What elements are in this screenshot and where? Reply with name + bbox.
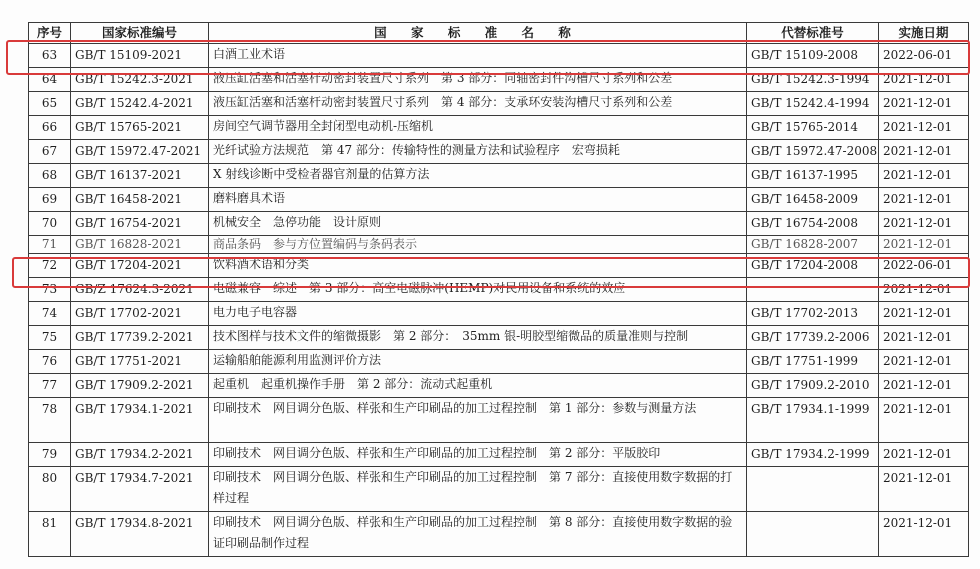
cell-replaces: GB/T 15972.47-2008 — [747, 140, 879, 164]
cell-date: 2021-12-01 — [879, 467, 969, 512]
cell-name: 电力电子电容器 — [209, 302, 747, 326]
cell-name: 印刷技术 网目调分色版、样张和生产印刷品的加工过程控制 第 2 部分：平版胶印 — [209, 443, 747, 467]
cell-no: 79 — [29, 443, 71, 467]
table-row — [29, 212, 969, 236]
cell-name: 机械安全 急停功能 设计原则 — [209, 212, 747, 236]
cell-no: 76 — [29, 350, 71, 374]
cell-code: GB/T 17934.7-2021 — [71, 467, 209, 512]
cell-code: GB/T 16754-2021 — [71, 212, 209, 236]
cell-replaces: GB/T 17702-2013 — [747, 302, 879, 326]
cell-name: 技术图样与技术文件的缩微摄影 第 2 部分： 35mm 银-明胶型缩微品的质量准则与控制 — [209, 326, 747, 350]
cell-code: GB/T 17702-2021 — [71, 302, 209, 326]
cell-replaces: GB/T 16754-2008 — [747, 212, 879, 236]
cell-date: 2021-12-01 — [879, 374, 969, 398]
cell-no: 67 — [29, 140, 71, 164]
cell-date: 2021-12-01 — [879, 512, 969, 557]
cell-replaces — [747, 467, 879, 512]
cell-no: 65 — [29, 92, 71, 116]
table-row — [29, 236, 969, 254]
cell-code: GB/T 17934.2-2021 — [71, 443, 209, 467]
cell-date: 2021-12-01 — [879, 164, 969, 188]
cell-name: 运输船舶能源利用监测评价方法 — [209, 350, 747, 374]
cell-date: 2021-12-01 — [879, 350, 969, 374]
cell-date: 2021-12-01 — [879, 443, 969, 467]
table-row — [29, 443, 969, 467]
cell-replaces: GB/T 17751-1999 — [747, 350, 879, 374]
cell-name: 液压缸活塞和活塞杆动密封装置尺寸系列 第 3 部分：同轴密封件沟槽尺寸系列和公差 — [209, 68, 747, 92]
cell-replaces: GB/T 15765-2014 — [747, 116, 879, 140]
cell-code: GB/T 15109-2021 — [71, 44, 209, 68]
cell-no: 70 — [29, 212, 71, 236]
cell-replaces: GB/T 15109-2008 — [747, 44, 879, 68]
cell-replaces — [747, 512, 879, 557]
cell-date: 2021-12-01 — [879, 140, 969, 164]
cell-date: 2021-12-01 — [879, 212, 969, 236]
cell-name: 磨料磨具术语 — [209, 188, 747, 212]
cell-replaces: GB/T 17934.2-1999 — [747, 443, 879, 467]
cell-code: GB/T 17751-2021 — [71, 350, 209, 374]
cell-no: 77 — [29, 374, 71, 398]
header-replaces: 代替标准号 — [747, 23, 879, 44]
table-row — [29, 467, 969, 512]
cell-name: 光纤试验方法规范 第 47 部分：传输特性的测量方法和试验程序 宏弯损耗 — [209, 140, 747, 164]
cell-name: 液压缸活塞和活塞杆动密封装置尺寸系列 第 4 部分：支承环安装沟槽尺寸系列和公差 — [209, 92, 747, 116]
table-row — [29, 512, 969, 557]
table-row — [29, 398, 969, 443]
cell-date: 2021-12-01 — [879, 326, 969, 350]
cell-name: 商品条码 参与方位置编码与条码表示 — [209, 236, 747, 254]
standards-table — [28, 22, 969, 557]
cell-replaces: GB/T 17204-2008 — [747, 254, 879, 278]
cell-date: 2021-12-01 — [879, 68, 969, 92]
cell-name: 印刷技术 网目调分色版、样张和生产印刷品的加工过程控制 第 8 部分：直接使用数字数据的验证印刷品制作过程 — [209, 512, 747, 557]
cell-no: 66 — [29, 116, 71, 140]
cell-code: GB/T 15242.4-2021 — [71, 92, 209, 116]
cell-name: 印刷技术 网目调分色版、样张和生产印刷品的加工过程控制 第 7 部分：直接使用数字数据的打样过程 — [209, 467, 747, 512]
cell-code: GB/T 15972.47-2021 — [71, 140, 209, 164]
cell-name: 饮料酒术语和分类 — [209, 254, 747, 278]
cell-no: 78 — [29, 398, 71, 443]
cell-code: GB/T 16828-2021 — [71, 236, 209, 254]
cell-name: 起重机 起重机操作手册 第 2 部分：流动式起重机 — [209, 374, 747, 398]
cell-code: GB/T 15765-2021 — [71, 116, 209, 140]
cell-no: 72 — [29, 254, 71, 278]
cell-no: 73 — [29, 278, 71, 302]
cell-code: GB/T 16458-2021 — [71, 188, 209, 212]
cell-date: 2021-12-01 — [879, 116, 969, 140]
header-name: 国 家 标 准 名 称 — [209, 23, 747, 44]
cell-date: 2022-06-01 — [879, 44, 969, 68]
cell-replaces: GB/T 16828-2007 — [747, 236, 879, 254]
cell-name: 白酒工业术语 — [209, 44, 747, 68]
cell-replaces: GB/T 17934.1-1999 — [747, 398, 879, 443]
cell-replaces: GB/T 15242.4-1994 — [747, 92, 879, 116]
cell-date: 2021-12-01 — [879, 302, 969, 326]
highlight-box-row-63 — [6, 40, 970, 75]
cell-code: GB/T 15242.3-2021 — [71, 68, 209, 92]
cell-no: 81 — [29, 512, 71, 557]
cell-no: 75 — [29, 326, 71, 350]
table-row — [29, 188, 969, 212]
table-row — [29, 140, 969, 164]
table-row — [29, 302, 969, 326]
cell-date: 2021-12-01 — [879, 398, 969, 443]
header-date: 实施日期 — [879, 23, 969, 44]
cell-no: 63 — [29, 44, 71, 68]
cell-name: 房间空气调节器用全封闭型电动机-压缩机 — [209, 116, 747, 140]
cell-name: 印刷技术 网目调分色版、样张和生产印刷品的加工过程控制 第 1 部分：参数与测量方法 — [209, 398, 747, 443]
cell-no: 74 — [29, 302, 71, 326]
cell-replaces: GB/T 17739.2-2006 — [747, 326, 879, 350]
cell-no: 71 — [29, 236, 71, 254]
table-row — [29, 116, 969, 140]
cell-date: 2021-12-01 — [879, 236, 969, 254]
cell-no: 80 — [29, 467, 71, 512]
cell-code: GB/T 17934.1-2021 — [71, 398, 209, 443]
table-row — [29, 374, 969, 398]
cell-date: 2022-06-01 — [879, 254, 969, 278]
table-row — [29, 92, 969, 116]
cell-no: 69 — [29, 188, 71, 212]
cell-code: GB/T 17909.2-2021 — [71, 374, 209, 398]
cell-date: 2021-12-01 — [879, 188, 969, 212]
cell-replaces: GB/T 15242.3-1994 — [747, 68, 879, 92]
cell-replaces: GB/T 16458-2009 — [747, 188, 879, 212]
cell-name: 电磁兼容 综述 第 3 部分：高空电磁脉冲(HEMP)对民用设备和系统的效应 — [209, 278, 747, 302]
cell-name: X 射线诊断中受检者器官剂量的估算方法 — [209, 164, 747, 188]
cell-date: 2021-12-01 — [879, 278, 969, 302]
cell-replaces: GB/T 17909.2-2010 — [747, 374, 879, 398]
header-no: 序号 — [29, 23, 71, 44]
table-row — [29, 326, 969, 350]
header-code: 国家标准编号 — [71, 23, 209, 44]
cell-code: GB/T 17739.2-2021 — [71, 326, 209, 350]
cell-no: 68 — [29, 164, 71, 188]
cell-code: GB/T 17204-2021 — [71, 254, 209, 278]
cell-code: GB/T 16137-2021 — [71, 164, 209, 188]
table-row — [29, 350, 969, 374]
cell-replaces: GB/T 16137-1995 — [747, 164, 879, 188]
highlight-box-row-72 — [12, 257, 970, 288]
table-row — [29, 164, 969, 188]
cell-date: 2021-12-01 — [879, 92, 969, 116]
cell-code: GB/T 17934.8-2021 — [71, 512, 209, 557]
cell-code: GB/Z 17624.3-2021 — [71, 278, 209, 302]
cell-no: 64 — [29, 68, 71, 92]
